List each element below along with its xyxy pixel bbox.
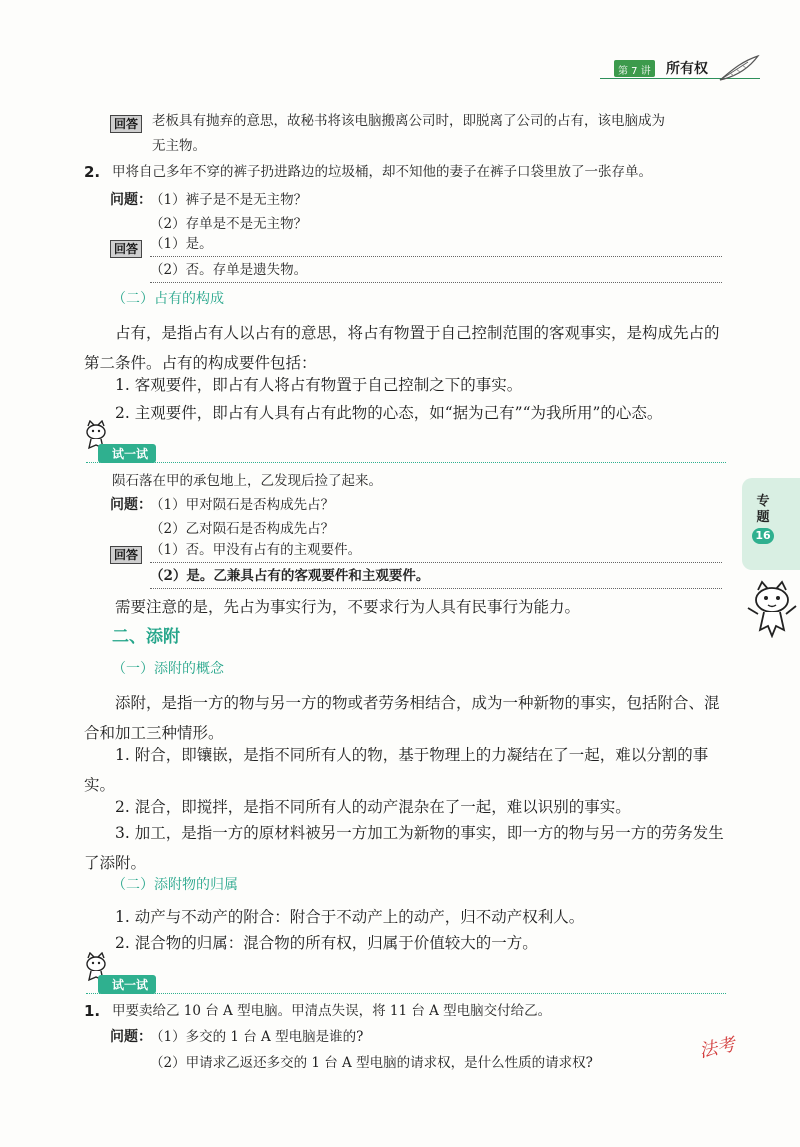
paragraph: 3. 加工，是指一方的原材料被另一方加工为新物的事实，即一方的物与另一方的劳务发生了添附。 (84, 824, 724, 872)
paragraph: 1. 附合，即镶嵌，是指不同所有人的物，基于物理上的力凝结在了一起，难以分割的事实。 (84, 746, 709, 794)
section-heading: （二）占有的构成 (112, 291, 224, 307)
question-text: 甲将自己多年不穿的裤子扔进路边的垃圾桶，却不知他的妻子在裤子口袋里放了一张存单。 (112, 164, 652, 180)
paragraph: 2. 主观要件，即占有人具有占有此物的心态，如“据为己有”“为我所用”的心态。 (115, 404, 663, 422)
answer-item: （2）否。存单是遗失物。 (150, 258, 722, 283)
question-label: 问题： (110, 1029, 152, 1045)
answer-tag-label: 回答 (110, 240, 142, 258)
chapter-badge (614, 60, 655, 77)
question-item: （2）甲请求乙返还多交的 1 台 A 型电脑的请求权，是什么性质的请求权? (150, 1055, 593, 1071)
try-badge-label: 试一试 (98, 975, 156, 994)
question-item: （1）甲对陨石是否构成先占？ (150, 497, 335, 513)
section-heading: （二）添附物的归属 (112, 877, 238, 893)
try-rule (86, 462, 726, 463)
question-item: （2）乙对陨石是否构成先占？ (150, 521, 335, 537)
answer-text: 老板具有抛弃的意思，故秘书将该电脑搬离公司时，即脱离了公司的占有，该电脑成为 (152, 113, 665, 129)
answer-tag-label: 回答 (110, 115, 142, 133)
cartoon-cat-icon (744, 580, 800, 638)
stamp-text: 法考 (697, 1034, 738, 1063)
paragraph: 添附，是指一方的物与另一方的物或者劳务相结合，成为一种新物的事实，包括附合、混合和加工三种情形。 (84, 694, 720, 742)
question-text: 陨石落在甲的承包地上，乙发现后捡了起来。 (112, 473, 382, 489)
paragraph: 需要注意的是，先占为事实行为，不要求行为人具有民事行为能力。 (115, 598, 581, 616)
question-label: 问题： (110, 192, 152, 208)
answer-text-cont: 无主物。 (152, 138, 206, 154)
side-tab-line2: 题 (756, 510, 770, 525)
try-badge (98, 443, 156, 463)
paragraph: 1. 动产与不动产的附合：附合于不动产上的动产，归不动产权利人。 (115, 908, 585, 926)
side-tab-line1: 专 (756, 494, 770, 509)
paragraph: 1. 客观要件，即占有人将占有物置于自己控制之下的事实。 (115, 376, 523, 394)
paragraph: 2. 混合，即搅拌，是指不同所有人的动产混杂在了一起，难以识别的事实。 (115, 798, 631, 816)
try-badge (98, 974, 156, 994)
side-tab-number: 16 (752, 528, 774, 544)
question-item: （2）存单是不是无主物？ (150, 216, 308, 232)
feather-icon (718, 54, 760, 82)
answer-tag (110, 238, 142, 258)
side-tab-text (752, 494, 774, 544)
page-header (600, 54, 800, 86)
answer-item: （1）是。 (150, 232, 722, 257)
paragraph: 2. 混合物的归属：混合物的所有权，归属于价值较大的一方。 (115, 934, 538, 952)
answer-tag (110, 113, 142, 133)
question-number: 2. (84, 163, 101, 181)
chapter-label: 第 7 讲 (618, 66, 651, 77)
header-title: 所有权 (666, 61, 708, 77)
question-item: （1）多交的 1 台 A 型电脑是谁的? (150, 1029, 364, 1045)
question-number: 1. (84, 1002, 101, 1020)
paragraph: 占有，是指占有人以占有的意思，将占有物置于自己控制范围的客观事实，是构成先占的第二条件。占有的构成要件包括： (84, 324, 720, 372)
question-item: （1）裤子是不是无主物？ (150, 192, 308, 208)
answer-item: （1）否。甲没有占有的主观要件。 (150, 538, 722, 563)
try-badge-label: 试一试 (98, 444, 156, 463)
answer-tag-label: 回答 (110, 546, 142, 564)
question-label: 问题： (110, 497, 152, 513)
section-heading: （一）添附的概念 (112, 661, 224, 677)
answer-item: （2）是。乙兼具占有的客观要件和主观要件。 (150, 564, 722, 589)
answer-tag (110, 544, 142, 564)
question-text: 甲要卖给乙 10 台 A 型电脑。甲清点失误，将 11 台 A 型电脑交付给乙。 (112, 1003, 552, 1019)
section-heading-main: 二、添附 (112, 627, 180, 647)
stamp-logo (697, 1023, 774, 1077)
side-tab (742, 478, 800, 570)
try-rule (86, 993, 726, 994)
